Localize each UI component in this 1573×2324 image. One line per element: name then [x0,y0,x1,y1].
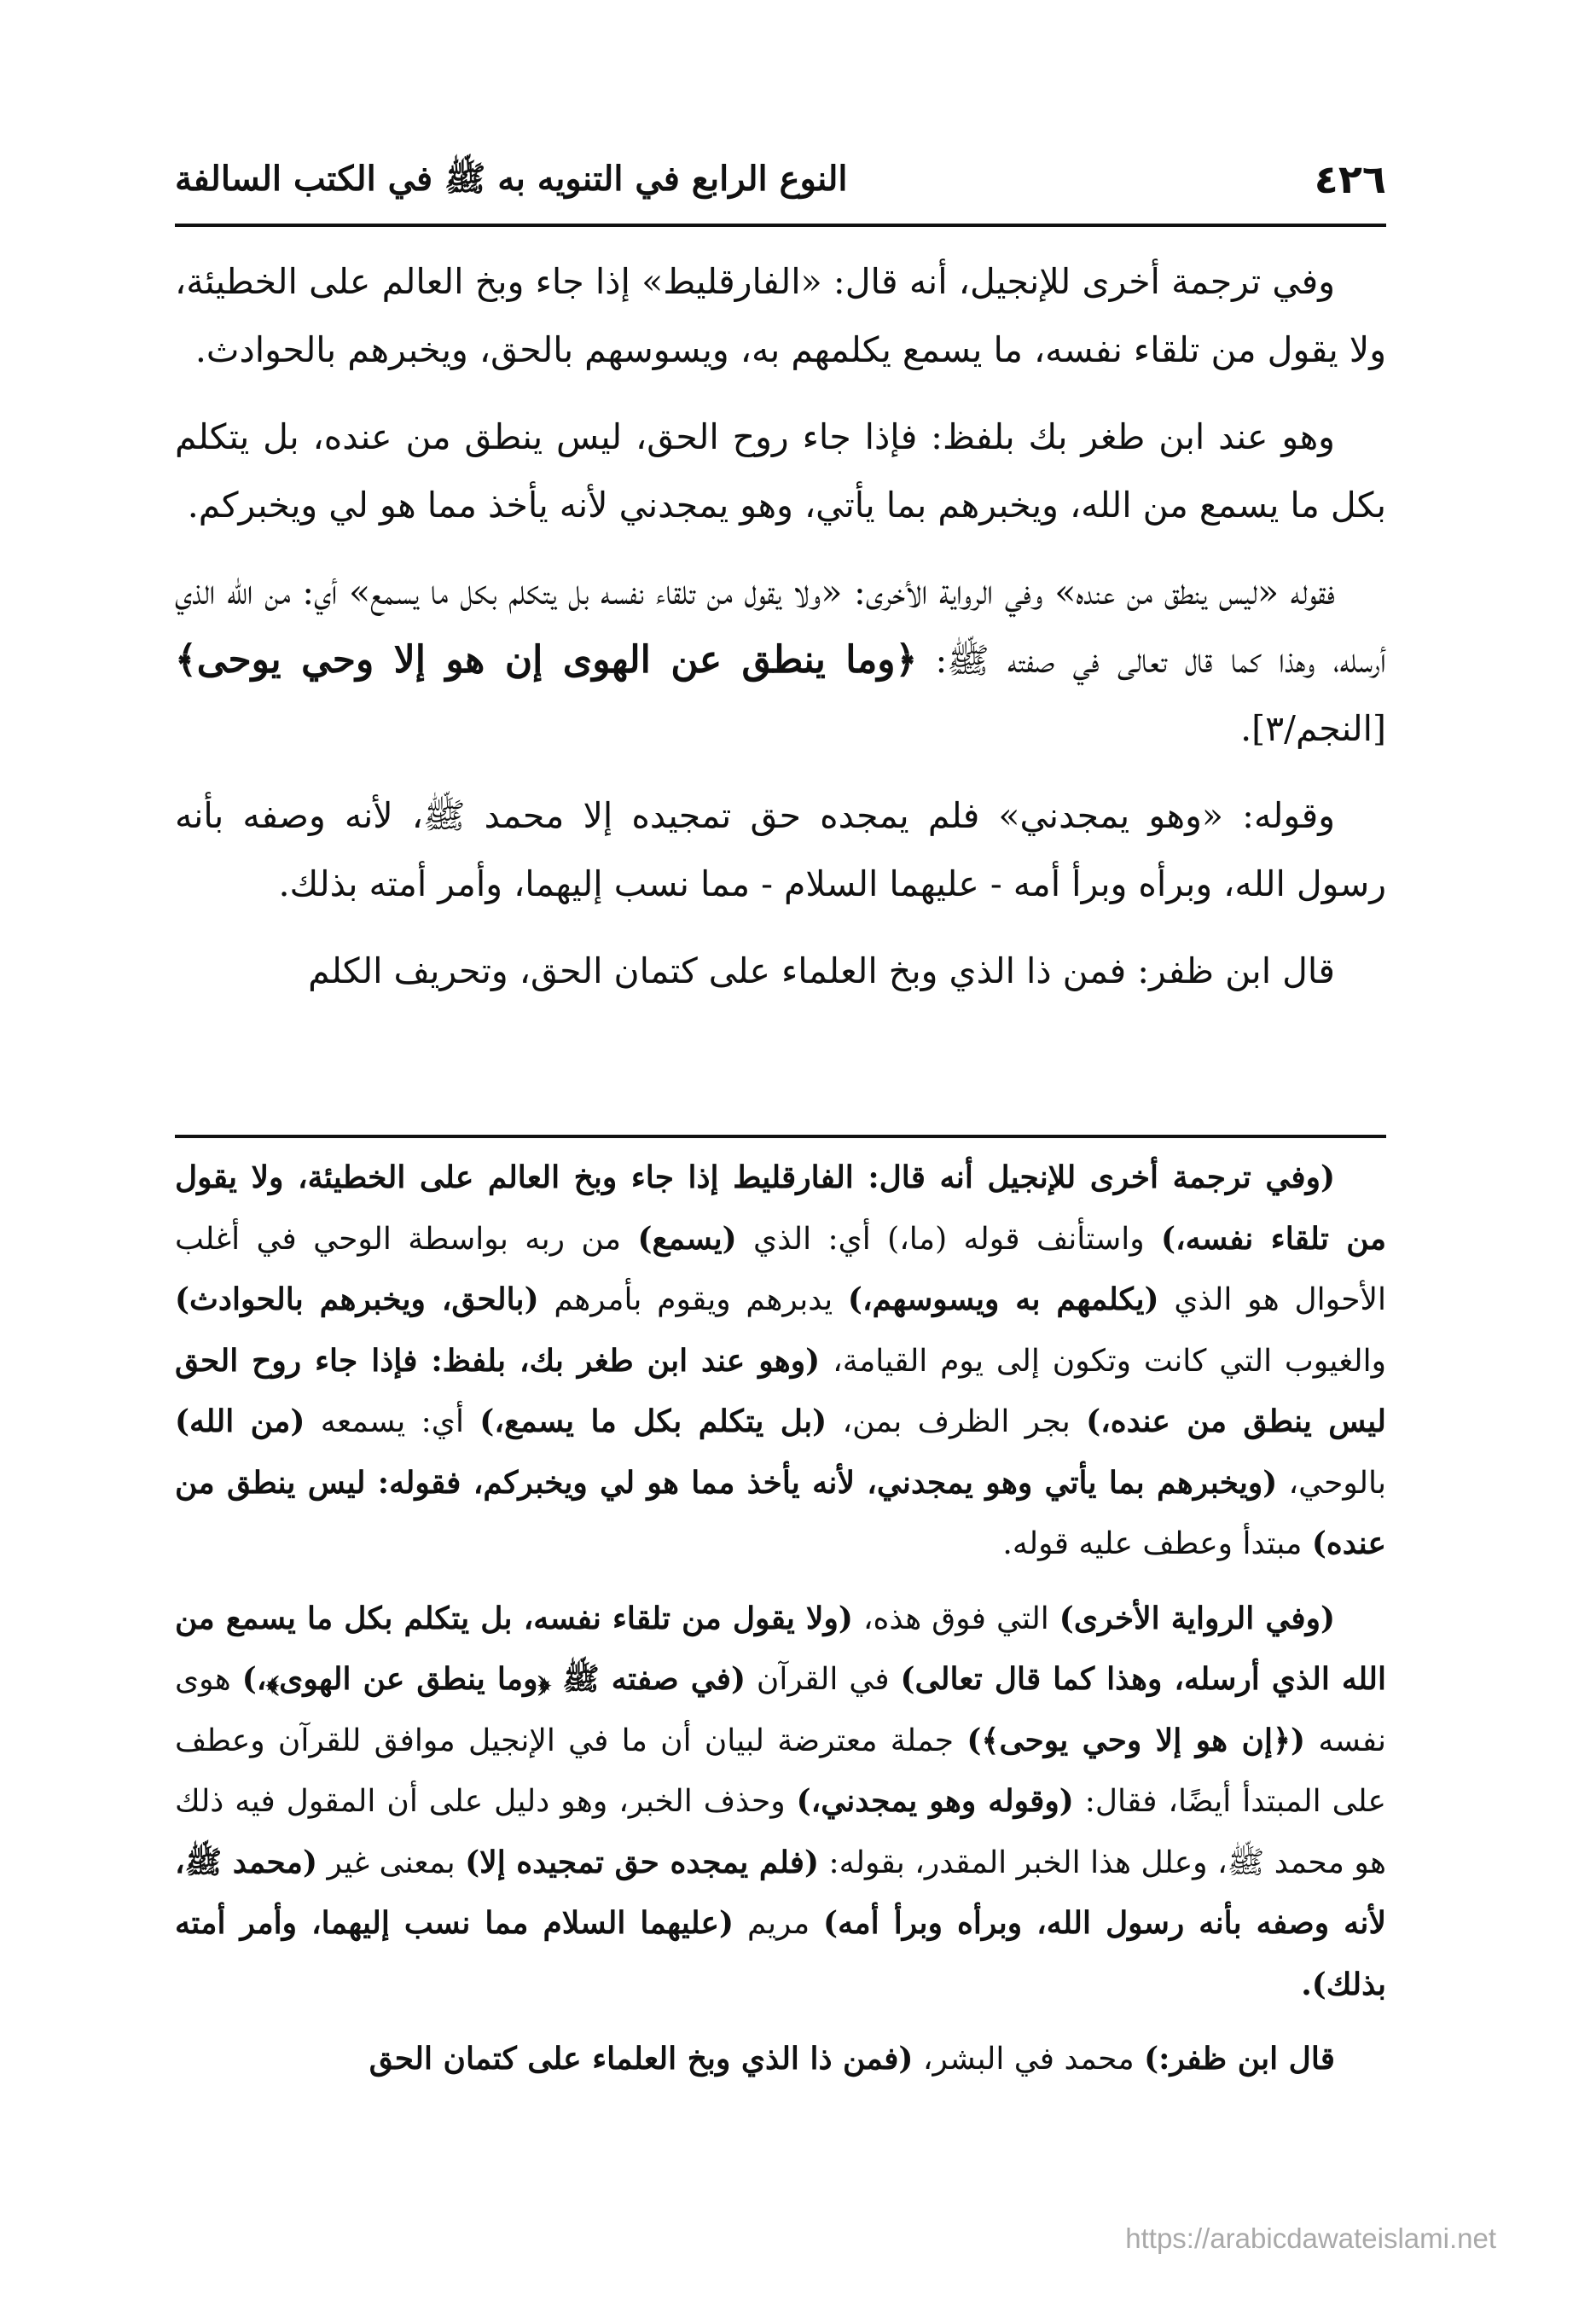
commentary-explanation: مبتدأ وعطف عليه قوله. [1002,1526,1312,1561]
main-paragraph-4: وقوله: «وهو يمجدني» فلم يمجده حق تمجيده إلا محمد ﷺ، لأنه وصفه بأنه رسول الله، وبرأه وبرأ أمه - عليهما السلام - مما نسب إليهما، وأمر أمته بذلك. [175,795,1386,904]
commentary-explanation: هوى نفسه [175,1662,1386,1758]
verse-reference: [النجم/٣]. [1240,708,1386,749]
commentary-explanation: وحذف الخبر، وهو دليل على أن المقول فيه ذلك هو محمد ﷺ، وعلل هذا الخبر المقدر، بقوله: [175,1784,1387,1880]
commentary-explanation: أي: يسمعه [305,1404,480,1439]
commentary-quoted-text: (من الله) [175,1403,305,1439]
main-paragraph-1: وفي ترجمة أخرى للإنجيل، أنه قال: «الفارقليط» إذا جاء وبخ العالم على الخطيئة، ولا يقول من تلقاء نفسه، ما يسمع يكلمهم به، ويسوسهم بالحق، ويخبرهم بالحوادث. [175,261,1386,370]
commentary-explanation: مريم [734,1906,824,1941]
running-title: النوع الرابع في التنويه به ﷺ في الكتب السالفة [175,159,848,199]
commentary-quoted-text: (وهو عند ابن طغر بك، بلفظ: فإذا جاء روح الحق ليس ينطق من عنده،) [175,1342,1386,1439]
commentary-divider [175,1135,1386,1138]
commentary-explanation: في القرآن [745,1662,901,1697]
commentary-explanation: جملة معترضة لبيان أن ما في الإنجيل موافق للقرآن وعطف على المبتدأ أيضًا، فقال: [175,1723,1387,1819]
commentary-quoted-text: قال ابن ظفر:) [1144,2041,1335,2077]
commentary-explanation: واستأنف قوله (ما،) أي: الذي [736,1221,1162,1257]
page-header [175,149,1386,226]
commentary-text [175,1147,1386,2104]
commentary-quoted-text: (وفي الرواية الأخرى) [1059,1600,1335,1636]
commentary-quoted-text: (ويخبرهم بما يأتي وهو يمجدني، لأنه يأخذ مما هو لي ويخبركم، فقوله: ليس ينطق من عنده) [175,1464,1386,1561]
commentary-explanation: والغيوب التي كانت وتكون إلى يوم القيامة، [820,1343,1386,1379]
commentary-quoted-text: (محمد ﷺ، لأنه وصفه بأنه رسول الله، وبرأه وبرأ أمه) [175,1844,1386,1941]
main-paragraph-3-text: فقوله «ليس ينطق من عنده» وفي الرواية الأخرى: «ولا يقول من تلقاء نفسه بل يتكلم بكل ما يسمع» أي: من الله الذي أرسله، وهذا كما قال تعالى في صفته ﷺ: [175,572,1386,681]
commentary-quoted-text: (يسمع) [637,1220,737,1257]
commentary-quoted-text: (عليهما السلام مما نسب إليهما، وأمر أمته بذلك). [175,1905,1386,2002]
main-paragraph-3 [175,558,1386,763]
commentary-quoted-text: (بالحق، ويخبرهم بالحوادث) [175,1281,539,1317]
commentary-quoted-text: (فمن ذا الذي وبخ العلماء على كتمان الحق [369,2041,914,2077]
commentary-explanation: بجر الظرف بمن، [827,1404,1087,1439]
commentary-quoted-text: (بل يتكلم بكل ما يسمع،) [479,1403,827,1439]
commentary-explanation: بالوحي، [1277,1465,1386,1501]
quran-verse: ﴿وما ينطق عن الهوى إن هو إلا وحي يوحى﴾ [175,638,918,682]
commentary-quoted-text: (وفي ترجمة أخرى للإنجيل أنه قال: الفارقليط إذا جاء وبخ العالم على الخطيئة، ولا يقول من تلقاء نفسه،) [175,1159,1386,1257]
commentary-paragraph-2 [175,1589,1386,2016]
commentary-quoted-text: (وقوله وهو يمجدني،) [796,1783,1074,1819]
main-paragraph-5: قال ابن ظفر: فمن ذا الذي وبخ العلماء على كتمان الحق، وتحريف الكلم [308,950,1335,991]
commentary-quoted-text: (ولا يقول من تلقاء نفسه، بل يتكلم بكل ما يسمع من الله الذي أرسله، وهذا كما قال تعالى) [175,1600,1387,1697]
commentary-paragraph-1 [175,1147,1386,1575]
commentary-quoted-text: (﴿إن هو إلا وحي يوحى﴾) [966,1722,1306,1758]
commentary-quoted-text: (يكلمهم به ويسوسهم،) [847,1281,1159,1317]
page-number: ٤٢٦ [1314,156,1386,202]
commentary-explanation: يدبرهم ويقوم بأمرهم [538,1282,848,1317]
main-paragraph-2: وهو عند ابن طغر بك بلفظ: فإذا جاء روح الحق، ليس ينطق من عنده، بل يتكلم بكل ما يسمع من الله، ويخبرهم بما يأتي، وهو يمجدني لأنه يأخذ مما هو لي ويخبركم. [175,416,1386,526]
commentary-explanation: بمعنى غير [316,1845,466,1880]
main-text [175,247,1386,1024]
commentary-explanation: التي فوق هذه، [852,1601,1059,1636]
commentary-explanation: من ربه بواسطة الوحي في أغلب الأحوال هو الذي [175,1221,1387,1317]
watermark-url: https://arabicdawateislami.net [1125,2222,1496,2254]
header-rule [175,224,1386,227]
commentary-quoted-text: (فلم يمجده حق تمجيده إلا) [465,1844,820,1880]
commentary-quoted-text: (في صفته ﷺ ﴿وما ينطق عن الهوى﴾،) [241,1661,746,1697]
commentary-explanation: محمد في البشر، [913,2042,1145,2077]
commentary-paragraph-3 [175,2029,1386,2090]
